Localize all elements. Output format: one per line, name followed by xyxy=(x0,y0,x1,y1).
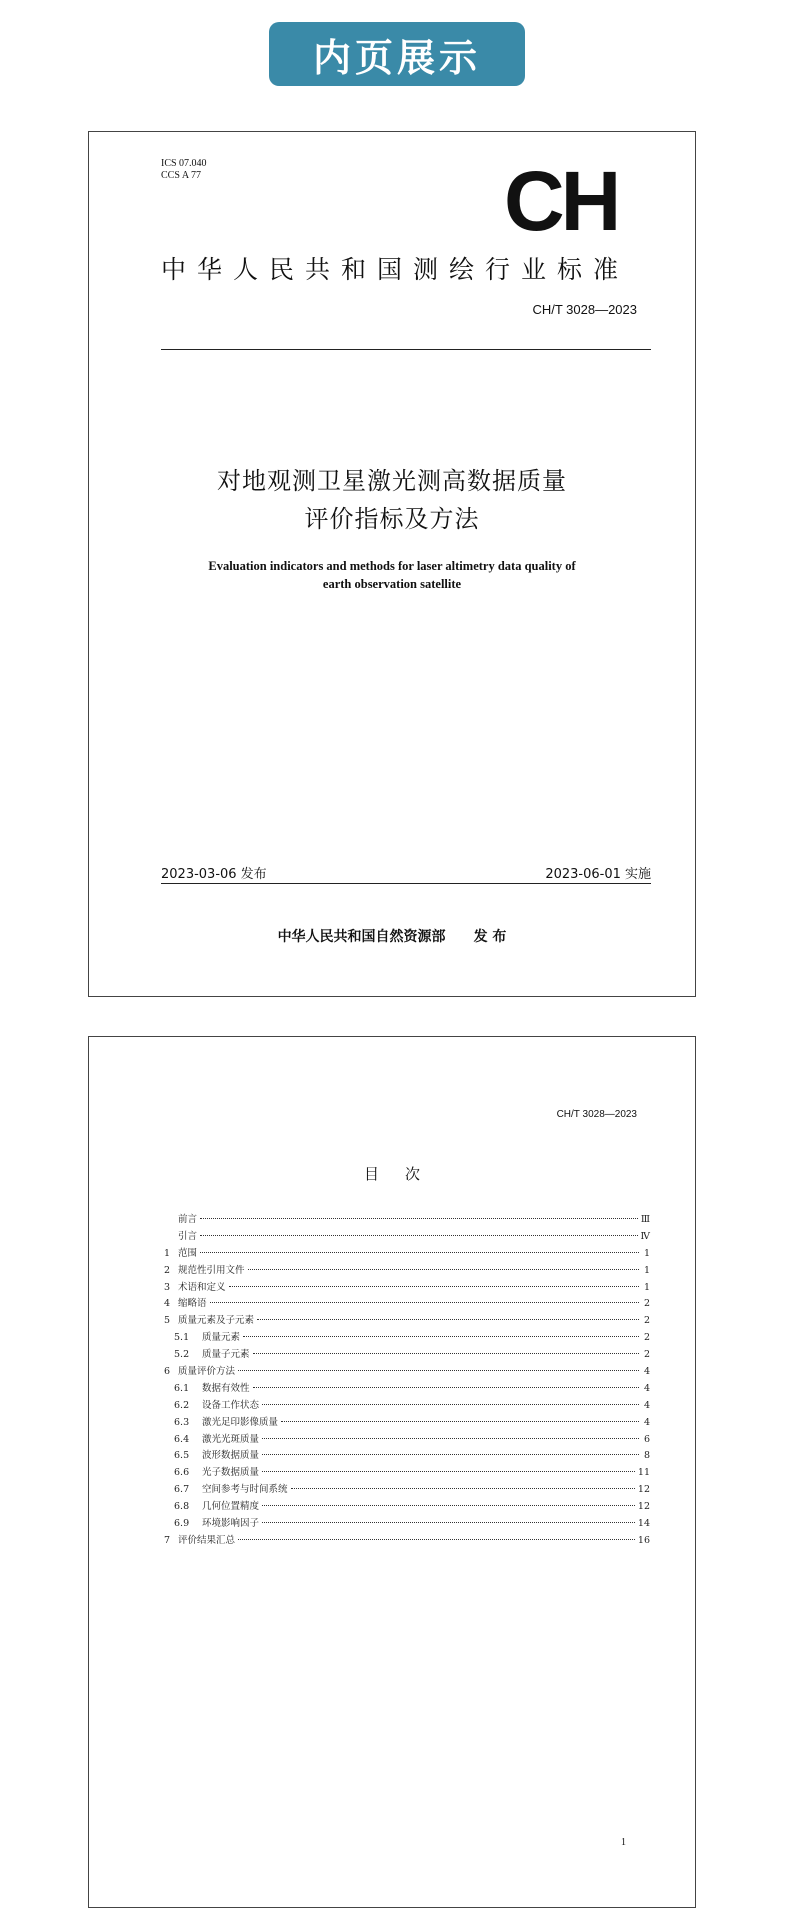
cover-page xyxy=(88,131,696,997)
toc-entry-leader xyxy=(238,1370,639,1371)
toc-entry-label: 设备工作状态 xyxy=(202,1399,260,1411)
toc-entry-leader xyxy=(238,1539,635,1540)
toc-entry-page: 2 xyxy=(643,1298,650,1310)
toc-entry-page: 12 xyxy=(637,1501,650,1513)
toc-entry-label: 评价结果汇总 xyxy=(178,1534,236,1546)
toc-entry-label: 波形数据质量 xyxy=(202,1450,260,1462)
toc-entry-number: 1 xyxy=(164,1247,171,1259)
toc-entry-page: 4 xyxy=(643,1366,650,1378)
toc-entry-leader xyxy=(257,1319,639,1320)
toc-entry[interactable] xyxy=(164,1431,650,1448)
toc-entry-page: 14 xyxy=(637,1518,650,1530)
toc-entry-number: 3 xyxy=(164,1281,171,1293)
toc-entry-number: 5.1 xyxy=(174,1332,190,1344)
toc-entry-page: 6 xyxy=(643,1433,650,1445)
toc-entry[interactable] xyxy=(164,1363,650,1380)
toc-entry-page: Ⅲ xyxy=(640,1214,650,1225)
toc-entry-number: 6.1 xyxy=(174,1382,190,1394)
toc-entry[interactable] xyxy=(164,1279,650,1296)
toc-entry-number: 4 xyxy=(164,1298,171,1310)
toc-entry-page: 4 xyxy=(643,1416,650,1428)
toc-entry-label: 激光足印影像质量 xyxy=(202,1416,279,1428)
document-title-chinese xyxy=(89,462,695,538)
toc-entry-page: 16 xyxy=(637,1534,650,1546)
toc-entry-number: 6.5 xyxy=(174,1450,190,1462)
toc-entry-page: 12 xyxy=(637,1484,650,1496)
toc-entry-label: 空间参考与时间系统 xyxy=(202,1484,288,1496)
toc-entry[interactable] xyxy=(164,1532,650,1549)
document-title-english xyxy=(129,557,655,593)
toc-entry[interactable] xyxy=(164,1481,650,1498)
toc-entry-page: 1 xyxy=(643,1281,650,1293)
toc-entry-leader xyxy=(262,1505,635,1506)
toc-entry-page: 4 xyxy=(643,1399,650,1411)
toc-entry-label: 缩略语 xyxy=(178,1298,207,1310)
toc-standard-code: CH/T 3028—2023 xyxy=(556,1109,637,1120)
toc-entry[interactable] xyxy=(164,1380,650,1397)
page-number: 1 xyxy=(621,1837,626,1848)
toc-entry-label: 引言 xyxy=(178,1230,198,1242)
toc-entry-number: 6.4 xyxy=(174,1433,190,1445)
toc-entry-leader xyxy=(200,1235,637,1236)
toc-entry-leader xyxy=(262,1522,635,1523)
toc-entry-label: 范围 xyxy=(178,1247,198,1259)
toc-entry-leader xyxy=(229,1286,639,1287)
toc-entry[interactable] xyxy=(164,1498,650,1515)
toc-entry-leader xyxy=(262,1404,639,1405)
toc-entry-number: 5.2 xyxy=(174,1349,190,1361)
title-en-line-1: Evaluation indicators and methods for laser altimetry data quality of xyxy=(208,559,576,573)
toc-entry-page: 1 xyxy=(643,1264,650,1276)
toc-entry[interactable] xyxy=(164,1245,650,1262)
toc-entry-label: 前言 xyxy=(178,1214,198,1225)
toc-page xyxy=(88,1036,696,1908)
publish-word: 发 布 xyxy=(473,929,507,945)
toc-entry-label: 质量元素 xyxy=(202,1332,241,1344)
title-cn-line-2: 评价指标及方法 xyxy=(304,505,480,533)
toc-entry-label: 质量元素及子元素 xyxy=(178,1315,255,1327)
toc-entry[interactable] xyxy=(164,1312,650,1329)
toc-entry-page: 2 xyxy=(643,1315,650,1327)
banner-label: 内页展示 xyxy=(269,22,525,86)
standard-title: 中华人民共和国测绘行业标准 xyxy=(161,255,630,284)
ch-logo: CH xyxy=(504,154,618,248)
implementation-date: 2023-06-01 实施 xyxy=(545,867,651,882)
toc-entry-leader xyxy=(243,1336,639,1337)
toc-entry-leader xyxy=(262,1454,639,1455)
toc-entry-number: 6.8 xyxy=(174,1501,190,1513)
toc-entry-label: 光子数据质量 xyxy=(202,1467,260,1479)
toc-entry-number: 6 xyxy=(164,1366,171,1378)
toc-entry-page: 8 xyxy=(643,1450,650,1462)
toc-entry-label: 术语和定义 xyxy=(178,1281,226,1293)
toc-entry-number: 6.6 xyxy=(174,1467,190,1479)
toc-entry[interactable] xyxy=(164,1228,650,1245)
toc-entry-number: 6.3 xyxy=(174,1416,190,1428)
issue-date: 2023-03-06 发布 xyxy=(161,867,267,882)
toc-entry-label: 数据有效性 xyxy=(202,1382,250,1394)
toc-entry-label: 几何位置精度 xyxy=(202,1501,260,1513)
toc-entry[interactable] xyxy=(164,1346,650,1363)
toc-entry-page: 4 xyxy=(643,1382,650,1394)
toc-entry-leader xyxy=(262,1438,639,1439)
toc-entry-number: 5 xyxy=(164,1315,171,1327)
toc-title: 目次 xyxy=(363,1165,446,1183)
publisher-line xyxy=(89,926,695,946)
divider-top xyxy=(161,349,651,350)
toc-entry[interactable] xyxy=(164,1515,650,1532)
title-cn-line-1: 对地观测卫星激光测高数据质量 xyxy=(217,467,567,495)
toc-entry-label: 激光光斑质量 xyxy=(202,1433,260,1445)
toc-entry[interactable] xyxy=(164,1464,650,1481)
toc-entry-page: Ⅳ xyxy=(640,1230,650,1242)
ics-code: ICS 07.040 xyxy=(161,158,207,169)
toc-entry[interactable] xyxy=(164,1329,650,1346)
toc-entry-page: 11 xyxy=(637,1467,650,1479)
divider-bottom xyxy=(161,883,651,884)
toc-entry-number: 7 xyxy=(164,1534,171,1546)
toc-entry[interactable] xyxy=(164,1262,650,1279)
toc-entry[interactable] xyxy=(164,1447,650,1464)
toc-entry-label: 规范性引用文件 xyxy=(178,1264,245,1276)
publisher-name: 中华人民共和国自然资源部 xyxy=(277,929,446,945)
toc-entry-leader xyxy=(253,1387,639,1388)
toc-entry-number: 2 xyxy=(164,1264,171,1276)
toc-entry-leader xyxy=(253,1353,639,1354)
toc-entry-leader xyxy=(281,1421,639,1422)
toc-entry[interactable] xyxy=(164,1211,650,1228)
toc-entry-number: 6.7 xyxy=(174,1484,190,1496)
toc-entry[interactable] xyxy=(164,1397,650,1414)
toc-entry-leader xyxy=(291,1488,635,1489)
toc-entry-number: 6.2 xyxy=(174,1399,190,1411)
toc-entry-page: 2 xyxy=(643,1332,650,1344)
toc-entry-leader xyxy=(210,1302,639,1303)
toc-entry-leader xyxy=(200,1218,638,1219)
toc-entry-page: 1 xyxy=(643,1247,650,1259)
toc-entry[interactable] xyxy=(164,1414,650,1431)
toc-entry[interactable] xyxy=(164,1295,650,1312)
toc-entry-label: 质量子元素 xyxy=(202,1349,250,1361)
table-of-contents xyxy=(164,1211,650,1549)
standard-code: CH/T 3028—2023 xyxy=(532,302,637,317)
toc-entry-leader xyxy=(248,1269,639,1270)
toc-entry-leader xyxy=(200,1252,639,1253)
toc-entry-page: 2 xyxy=(643,1349,650,1361)
toc-entry-label: 环境影响因子 xyxy=(202,1518,260,1530)
toc-entry-number: 6.9 xyxy=(174,1518,190,1530)
toc-entry-label: 质量评价方法 xyxy=(178,1366,236,1378)
title-en-line-2: earth observation satellite xyxy=(322,577,462,591)
classification-codes xyxy=(161,158,207,182)
toc-entry-leader xyxy=(262,1471,635,1472)
ccs-code: CCS A 77 xyxy=(161,170,202,181)
